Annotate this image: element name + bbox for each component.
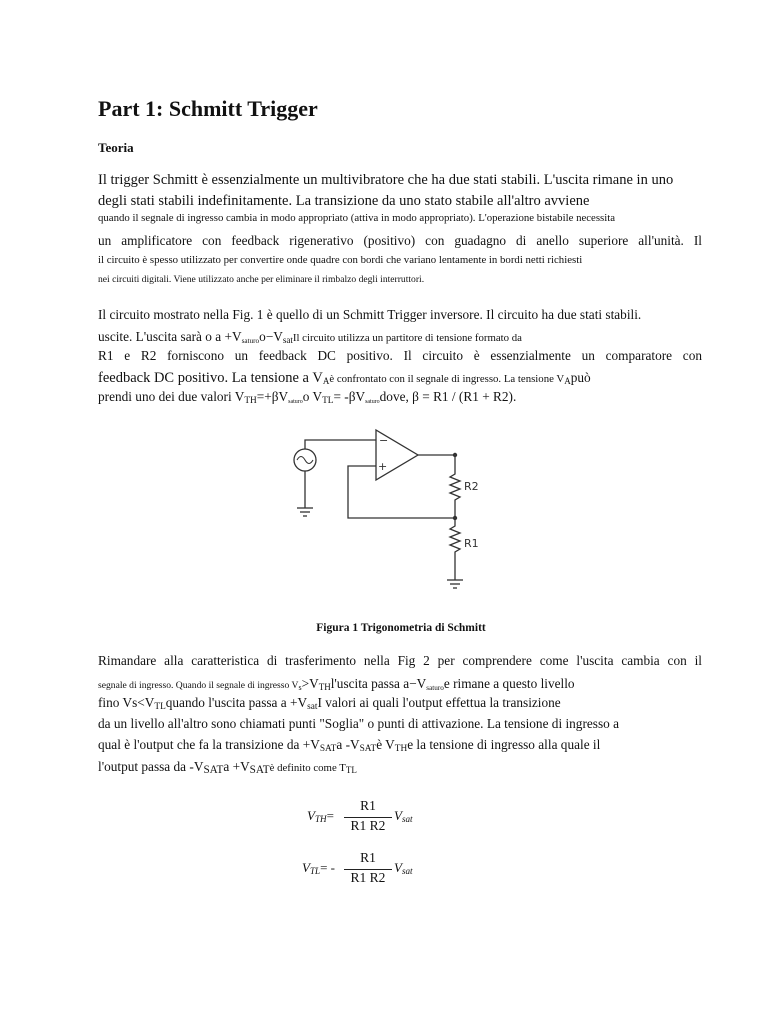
- paragraph-1-line-2: degli stati stabili indefinitamente. La transizione da uno stato stabile all'altro avviene: [98, 193, 590, 209]
- equation-vtl-lhs: $V_{TL}=$ -: [302, 860, 335, 876]
- equation-vth-lhs: $V_{TH}=$: [307, 808, 334, 824]
- paragraph-2-line-2: uscite. L'uscita sarà o $a +V_{saturo}o-V_{sat}Il$ circuito utilizza un partitore di tensione formato da: [98, 329, 522, 345]
- paragraph-2-line-5: prendi uno dei due valori $V_{TH}=+\beta V_{saturo}o$ $V_{TL}=$ $-\beta V_{saturo}dove$, β = R1 / (R1 + R2).: [98, 389, 517, 406]
- schmitt-trigger-circuit-figure: [280, 422, 480, 602]
- paragraph-1-line-5: il circuito è spesso utilizzato per convertire onde quadre con bordi che variano lentamente in bordi netti richiesti: [98, 254, 583, 266]
- paragraph-1-line-4: un amplificatore con feedback rigenerativo (positivo) con guadagno di anello superiore all'unità. Il: [98, 233, 702, 248]
- paragraph-2-line-4: feedback DC positivo. La tensione a $V_Aè$ confrontato con il segnale di ingresso. La tensione $V_Apuò$: [98, 370, 591, 386]
- paragraph-3-line-3: fino $Vs<V_{TL}quando$ l'uscita passa $a +V_{sat}I$ valori ai quali l'output effettua la transizione: [98, 695, 561, 712]
- paragraph-3-line-6: l'output passa da $-V_{SAT}a$ $+V_{SAT}è$ definito come $T_{TL}$: [98, 759, 357, 776]
- paragraph-1-line-6: nei circuiti digitali. Viene utilizzato anche per eliminare il rimbalzo degli interruttori.: [98, 274, 425, 285]
- plus-terminal-label: +: [378, 460, 388, 473]
- equation-vtl-numerator: R1: [360, 850, 376, 865]
- paragraph-2-line-3: R1 e R2 forniscono un feedback DC positivo. Il circuito è essenzialmente un comparatore con: [98, 348, 702, 363]
- paragraph-1-line-1: Il trigger Schmitt è essenzialmente un multivibratore che ha due stati stabili. L'uscita rimane in uno: [98, 172, 674, 188]
- paragraph-2-line-1: Il circuito mostrato nella Fig. 1 è quello di un Schmitt Trigger inversore. Il circuito ha due stati stabili.: [98, 307, 642, 322]
- paragraph-1-line-3: quando il segnale di ingresso cambia in modo appropriato (attiva in modo appropriato). L'operazione bistabile necessita: [98, 212, 616, 224]
- paragraph-3-line-1: Rimandare alla caratteristica di trasferimento nella Fig 2 per comprendere come l'uscita cambia con il: [98, 653, 702, 668]
- paragraph-3-line-5: qual è l'output che fa la transizione da $+V_{SAT}a$ $-V_{SAT}è$ $V_{TH}e$ la tensione di ingresso alla quale il: [98, 737, 601, 754]
- paragraph-3-line-2: segnale di ingresso. Quando il segnale di ingresso $V_s>V_{TH}l'uscita$ passa $a-V_{saturo}e$ rimane a questo livello: [98, 676, 575, 692]
- equation-vth-rhs: $V_{sat}$: [394, 808, 413, 824]
- equation-vtl-denominator: R1 R2: [350, 870, 386, 885]
- section-heading: Teoria: [98, 140, 134, 155]
- resistor-r2: [450, 468, 460, 518]
- paragraph-3-line-4: da un livello all'altro sono chiamati punti "Soglia" o punti di attivazione. La tensione di ingresso a: [98, 716, 620, 731]
- equation-vtl-rhs: $V_{sat}$: [394, 860, 413, 876]
- minus-terminal-label: −: [379, 434, 389, 447]
- equation-vth-denominator: R1 R2: [350, 818, 386, 833]
- r2-label: R2: [464, 480, 479, 493]
- page-title: Part 1: Schmitt Trigger: [98, 96, 318, 121]
- equation-vth-numerator: R1: [360, 798, 376, 813]
- r1-label: R1: [464, 537, 479, 550]
- figure-caption: Figura 1 Trigonometria di Schmitt: [316, 622, 486, 634]
- resistor-r1: [450, 518, 460, 580]
